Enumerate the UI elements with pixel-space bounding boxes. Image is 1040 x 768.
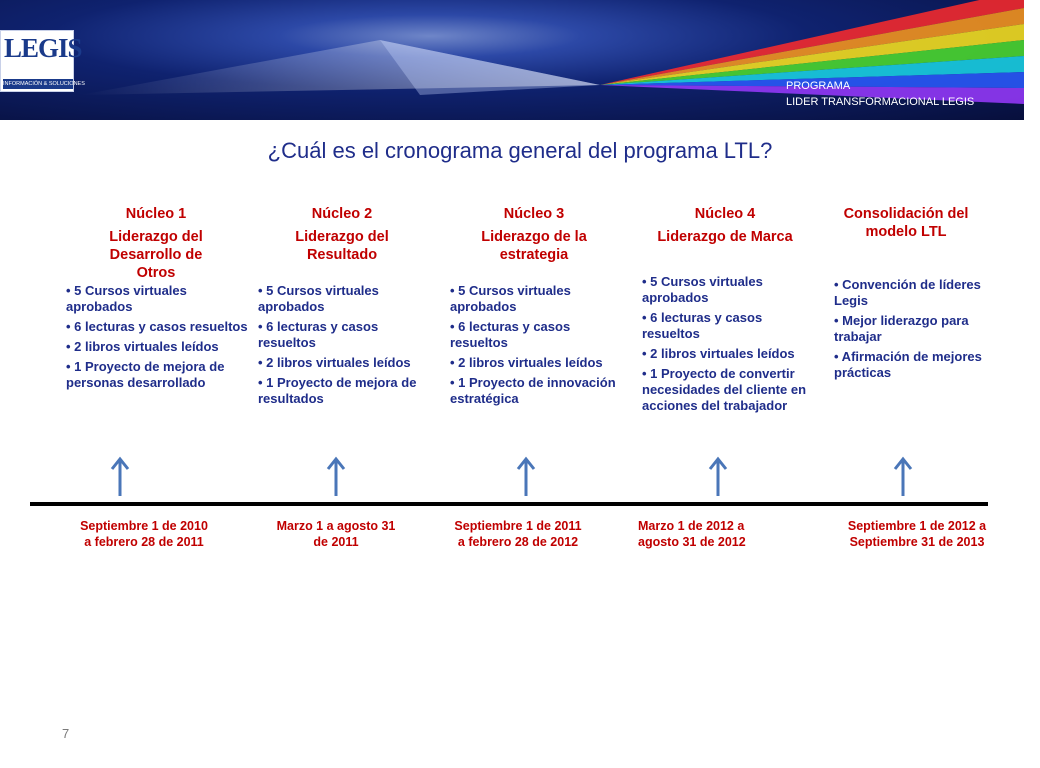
page-number: 7 — [62, 726, 70, 741]
column-title: Núcleo 2 — [311, 206, 373, 222]
program-line-1: PROGRAMA — [786, 80, 851, 92]
column-heading — [826, 205, 986, 241]
list-item: • 5 Cursos virtuales aprobados — [450, 283, 571, 314]
column-heading — [60, 205, 252, 282]
item-list — [450, 283, 624, 407]
column-subtitle: Liderazgo del Desarrollo de Otros — [109, 229, 203, 281]
column-title: Consolidación del modelo LTL — [843, 206, 969, 240]
column-title: Núcleo 3 — [503, 206, 565, 222]
list-item: • 1 Proyecto de innovación estratégica — [450, 375, 616, 406]
column-heading — [444, 205, 624, 264]
column-title: Núcleo 4 — [694, 206, 756, 222]
column-heading — [630, 205, 820, 246]
up-arrow-icon — [893, 456, 913, 498]
column-nucleo-3 — [444, 205, 624, 411]
legis-logo — [0, 30, 85, 92]
up-arrow-icon — [708, 456, 728, 498]
list-item: • 2 libros virtuales leídos — [642, 346, 795, 361]
column-nucleo-2 — [252, 205, 432, 411]
column-subtitle: Liderazgo de Marca — [657, 229, 793, 245]
column-title: Núcleo 1 — [125, 206, 187, 222]
list-item: • 1 Proyecto de mejora de personas desarrollado — [66, 359, 225, 390]
date-consolidacion: Septiembre 1 de 2012 a Septiembre 31 de 2013 — [847, 519, 987, 549]
date-nucleo-2: Marzo 1 a agosto 31 de 2011 — [276, 519, 396, 549]
list-item: • 5 Cursos virtuales aprobados — [66, 283, 187, 314]
column-heading — [252, 205, 432, 264]
list-item: • 6 lecturas y casos resueltos — [66, 319, 248, 334]
item-list — [834, 277, 986, 381]
header-banner — [0, 0, 1024, 120]
logo-tagline: INFORMACIÓN & SOLUCIONES — [3, 81, 85, 87]
item-list — [258, 283, 432, 407]
item-list — [642, 274, 820, 414]
list-item: • 5 Cursos virtuales aprobados — [258, 283, 379, 314]
column-nucleo-1 — [60, 205, 252, 395]
list-item: • 6 lecturas y casos resueltos — [642, 310, 763, 341]
item-list — [66, 283, 252, 391]
list-item: • 1 Proyecto de convertir necesidades del cliente en acciones del trabajador — [642, 366, 807, 413]
logo-wordmark: LEGIS — [4, 33, 82, 63]
list-item: • 2 libros virtuales leídos — [450, 355, 603, 370]
program-label — [786, 78, 974, 110]
column-nucleo-4 — [630, 205, 820, 418]
up-arrow-icon — [326, 456, 346, 498]
list-item: • 2 libros virtuales leídos — [258, 355, 411, 370]
list-item: • Mejor liderazgo para trabajar — [834, 313, 969, 344]
up-arrow-icon — [110, 456, 130, 498]
list-item: • 6 lecturas y casos resueltos — [450, 319, 571, 350]
list-item: • 1 Proyecto de mejora de resultados — [258, 375, 417, 406]
column-subtitle: Liderazgo del Resultado — [295, 229, 389, 263]
list-item: • 6 lecturas y casos resueltos — [258, 319, 379, 350]
list-item: • 2 libros virtuales leídos — [66, 339, 219, 354]
column-consolidacion — [826, 205, 986, 385]
date-nucleo-3: Septiembre 1 de 2011 a febrero 28 de 2012 — [454, 519, 582, 549]
column-subtitle: Liderazgo de la estrategia — [481, 229, 587, 263]
program-line-2: LIDER TRANSFORMACIONAL LEGIS — [786, 96, 975, 108]
date-nucleo-4: Marzo 1 de 2012 a agosto 31 de 2012 — [638, 519, 746, 549]
timeline-axis — [30, 502, 988, 506]
list-item: • Afirmación de mejores prácticas — [834, 349, 982, 380]
up-arrow-icon — [516, 456, 536, 498]
list-item: • Convención de líderes Legis — [834, 277, 981, 308]
list-item: • 5 Cursos virtuales aprobados — [642, 274, 763, 305]
page-title: ¿Cuál es el cronograma general del programa LTL? — [267, 138, 773, 163]
date-nucleo-1: Septiembre 1 de 2010 a febrero 28 de 2011 — [80, 519, 208, 549]
